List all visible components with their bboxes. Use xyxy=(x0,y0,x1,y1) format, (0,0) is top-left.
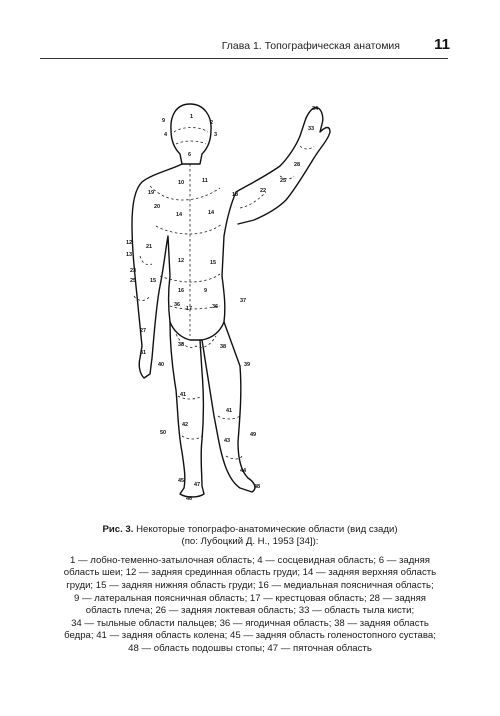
region-label: 39 xyxy=(244,362,251,368)
region-label: 41 xyxy=(180,392,187,398)
region-label: 40 xyxy=(158,362,165,368)
region-label: 23 xyxy=(130,268,137,274)
region-label: 9 xyxy=(204,288,208,294)
figure-source: (по: Лубоцкий Д. Н., 1953 [34]): xyxy=(181,536,319,548)
region-label: 25 xyxy=(130,278,137,284)
page-number: 11 xyxy=(434,36,450,53)
legend-line: 48 — область подошвы стопы; 47 — пяточная область xyxy=(128,642,372,654)
region-label: 10 xyxy=(178,180,185,186)
legend-line: груди; 15 — задняя нижняя область груди; 16 — медиальная поясничная область; xyxy=(66,580,434,591)
figure-title: Некоторые топографо-анатомические области (вид сзади) xyxy=(136,524,398,535)
figure-legend xyxy=(28,555,472,656)
region-label: 38 xyxy=(178,342,185,348)
region-label: 33 xyxy=(308,126,315,132)
chapter-title: Глава 1. Топографическая анатомия xyxy=(221,40,400,52)
region-label: 31 xyxy=(140,350,147,356)
region-label: 21 xyxy=(146,244,153,250)
region-label: 22 xyxy=(260,188,267,194)
region-label: 27 xyxy=(140,328,147,334)
region-label: 25 xyxy=(280,178,287,184)
region-label: 50 xyxy=(160,430,167,436)
region-label: 16 xyxy=(178,288,185,294)
region-label: 15 xyxy=(210,260,217,266)
region-label: 46 xyxy=(186,496,193,502)
body-illustration xyxy=(90,96,420,516)
legend-line: 1 — лобно-теменно-затылочная область; 4 — сосцевидная область; 6 — задняя xyxy=(70,554,430,566)
region-label: 2 xyxy=(210,120,214,126)
region-label: 37 xyxy=(240,298,247,304)
region-label: 45 xyxy=(178,478,185,484)
legend-line: область шеи; 12 — задняя срединная область груди; 14 — задняя верхняя область xyxy=(63,567,437,579)
region-label: 17 xyxy=(186,306,193,312)
region-label: 18 xyxy=(232,192,239,198)
region-label: 38 xyxy=(220,344,227,350)
region-label: 49 xyxy=(250,432,257,438)
region-label: 14 xyxy=(176,212,183,218)
figure-caption xyxy=(28,524,472,656)
region-label: 12 xyxy=(126,240,133,246)
region-label: 20 xyxy=(154,204,161,210)
legend-line: 34 — тыльные области пальцев; 36 — ягодичная область; 38 — задняя область xyxy=(71,617,429,629)
region-label: 36 xyxy=(212,304,219,310)
legend-line: область плеча; 26 — задняя локтевая область; 33 — область тыла кисти; xyxy=(85,605,415,617)
region-label: 3 xyxy=(214,132,218,138)
region-label: 1 xyxy=(190,114,194,120)
region-label: 47 xyxy=(194,482,201,488)
region-label: 19 xyxy=(148,190,155,196)
figure-label: Рис. 3. xyxy=(102,524,134,535)
legend-line: бедра; 41 — задняя область колена; 45 — задняя область голеностопного сустава; xyxy=(64,630,436,642)
region-label: 48 xyxy=(254,484,261,490)
region-label: 11 xyxy=(202,178,208,184)
region-label: 9 xyxy=(162,118,166,124)
region-label: 44 xyxy=(240,468,247,474)
region-label: 42 xyxy=(182,422,189,428)
anatomy-figure xyxy=(90,96,420,516)
region-label: 43 xyxy=(224,438,231,444)
region-label: 36 xyxy=(174,302,181,308)
page-header xyxy=(40,36,448,59)
region-label: 13 xyxy=(126,252,133,258)
region-label: 14 xyxy=(208,210,215,216)
region-label: 28 xyxy=(294,162,301,168)
region-label: 6 xyxy=(188,152,192,158)
legend-line: 9 — латеральная поясничная область; 17 — крестцовая область; 28 — задняя xyxy=(74,592,426,604)
region-label: 4 xyxy=(164,132,168,138)
region-label: 15 xyxy=(150,278,157,284)
region-label: 41 xyxy=(226,408,233,414)
region-label: 34 xyxy=(312,106,319,112)
region-label: 12 xyxy=(178,258,185,264)
